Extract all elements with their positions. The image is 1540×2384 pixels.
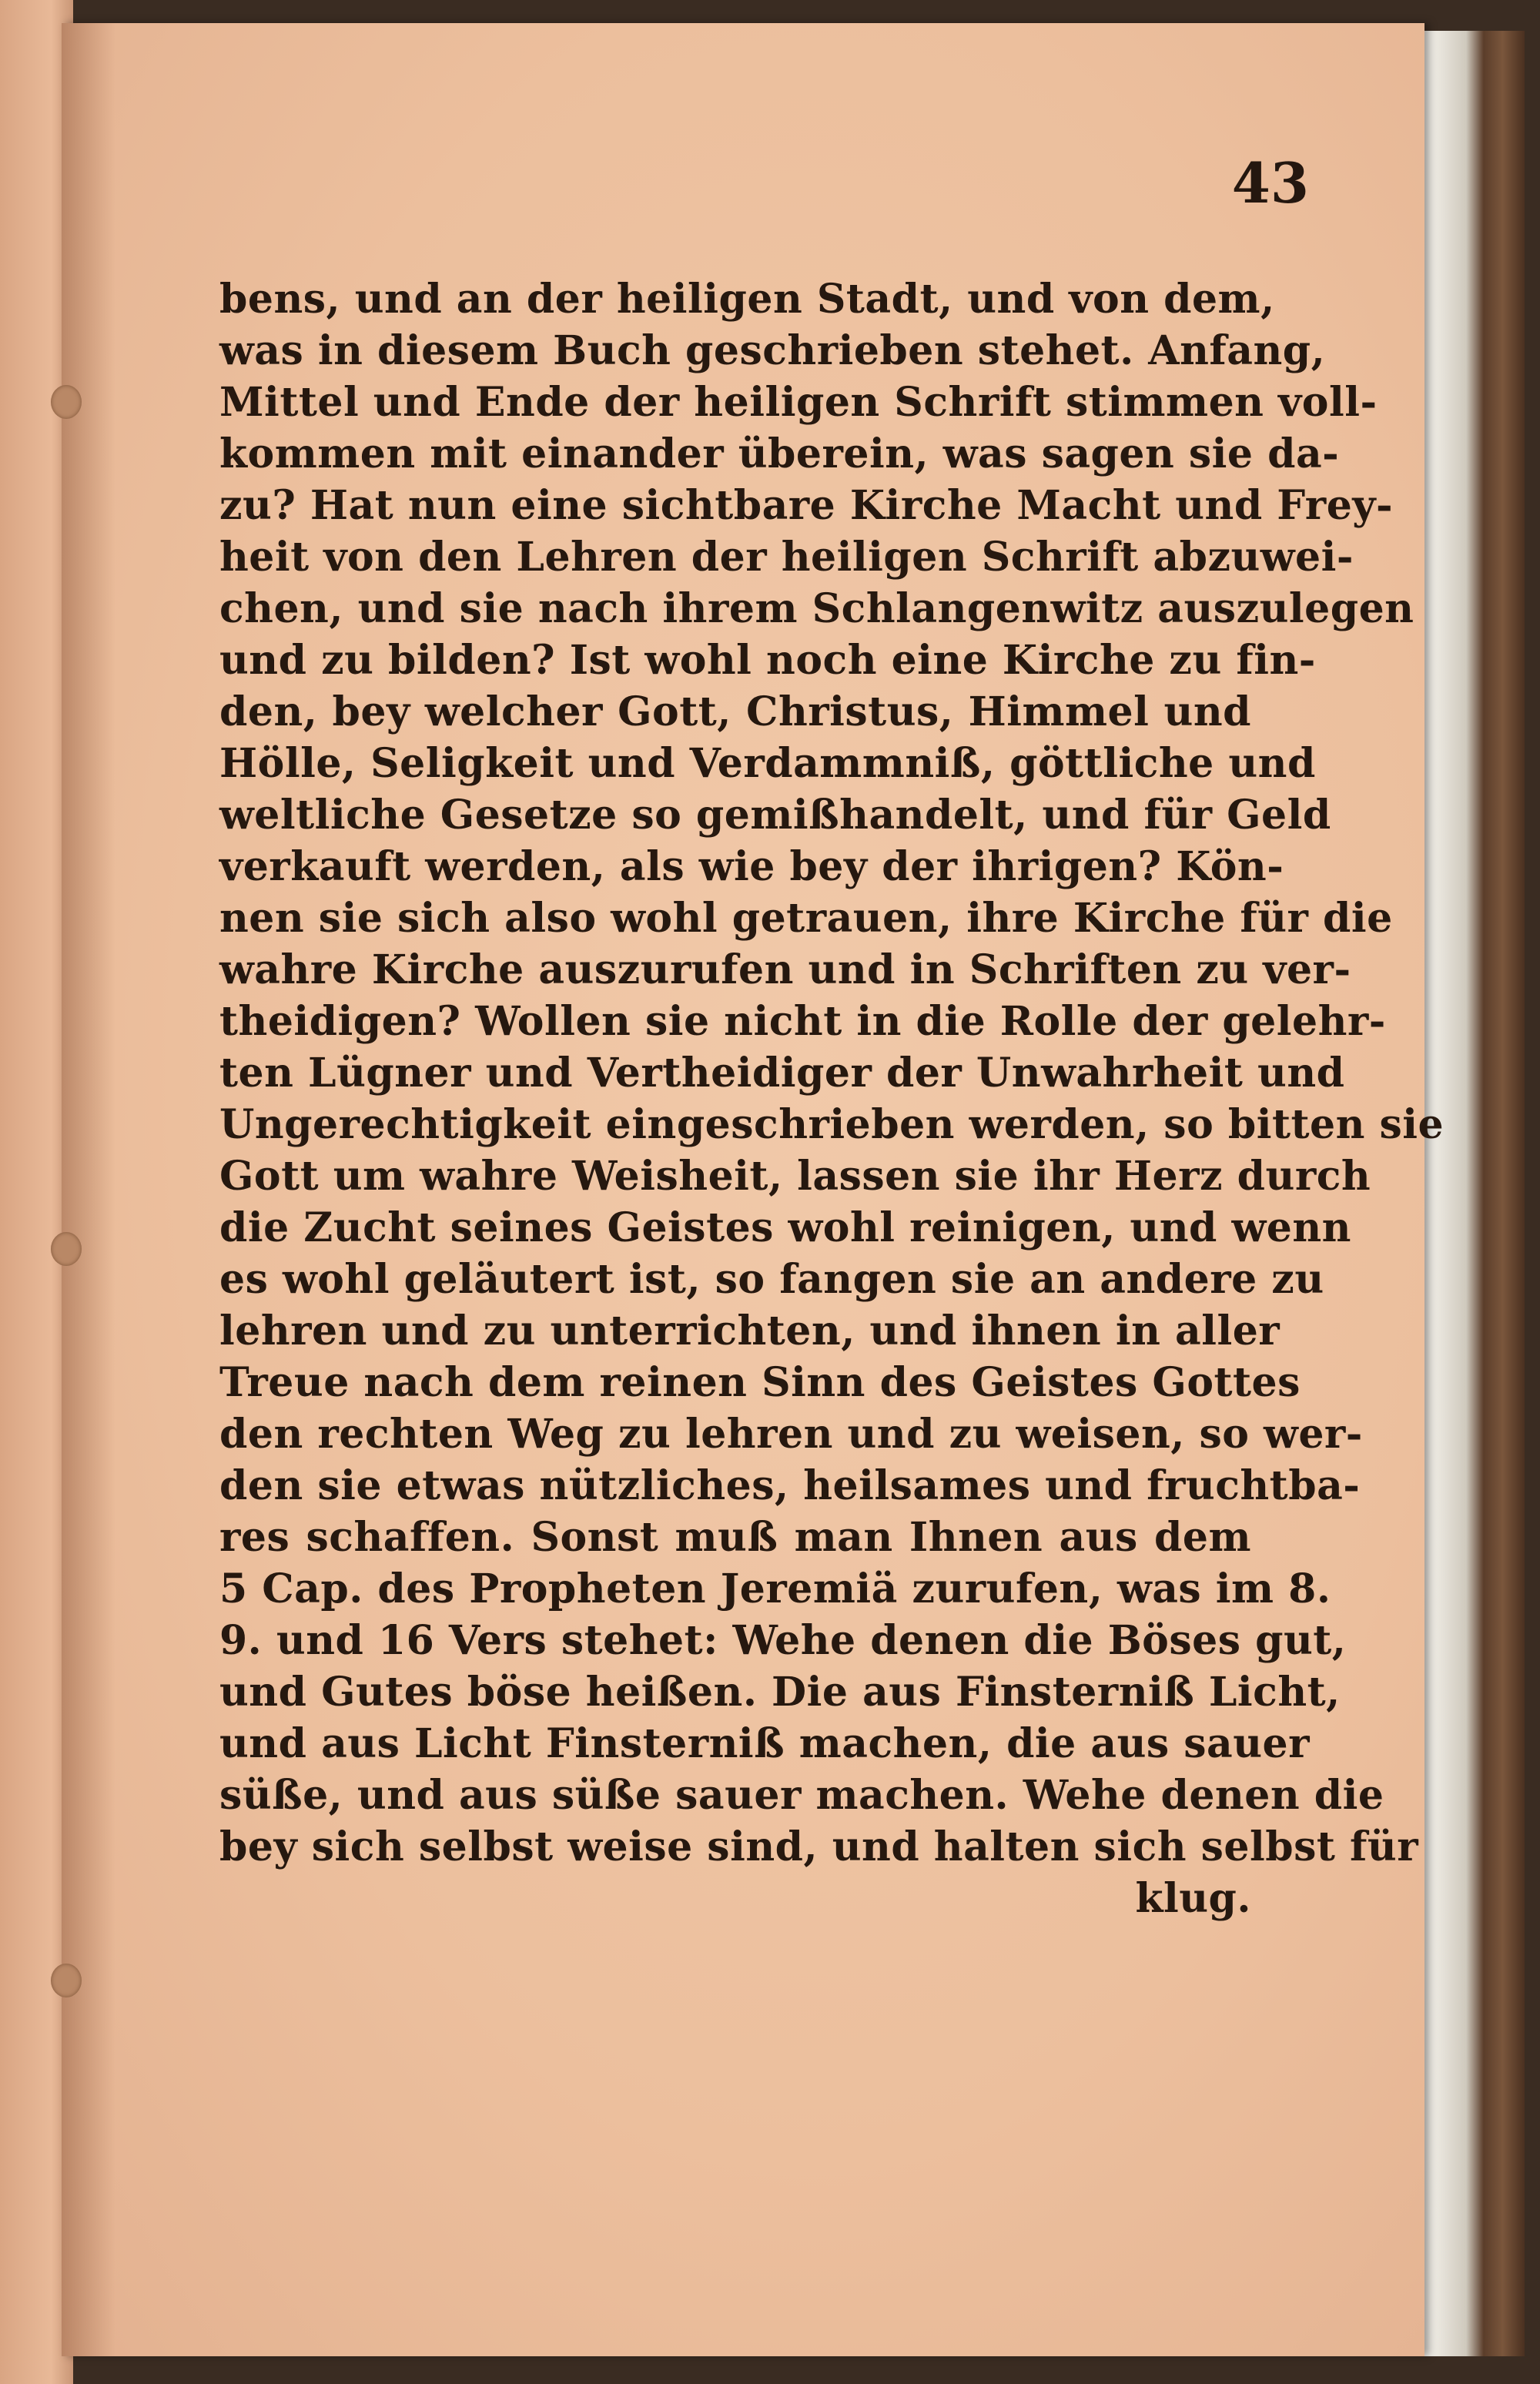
text-line: was in diesem Buch geschrieben stehet. Anfang, [219, 327, 1326, 374]
text-line: Hölle, Seligkeit und Verdammniß, göttliche und [219, 740, 1316, 787]
text-line: Mittel und Ende der heiligen Schrift stimmen voll- [219, 379, 1378, 426]
text-line: 5 Cap. des Propheten Jeremiä zurufen, was im 8. [219, 1565, 1331, 1612]
text-line: nen sie sich also wohl getrauen, ihre Kirche für die [219, 895, 1393, 942]
text-line: lehren und zu unterrichten, und ihnen in aller [219, 1308, 1281, 1354]
book-page [62, 23, 1445, 2356]
text-line: klug. [1135, 1875, 1251, 1922]
binding-hole [51, 1964, 82, 1997]
binding-hole [51, 385, 82, 419]
text-line: kommen mit einander überein, was sagen sie da- [219, 430, 1340, 477]
text-line: res schaffen. Sonst muß man Ihnen aus dem [219, 1514, 1251, 1561]
text-line: die Zucht seines Geistes wohl reinigen, und wenn [219, 1204, 1351, 1251]
text-line: heit von den Lehren der heiligen Schrift abzuwei- [219, 534, 1354, 581]
text-line: 9. und 16 Vers stehet: Wehe denen die Böses gut, [219, 1617, 1347, 1664]
text-line: weltliche Gesetze so gemißhandelt, und für Geld [219, 792, 1331, 839]
text-line: wahre Kirche auszurufen und in Schriften zu ver- [219, 946, 1351, 993]
page-number: 43 [1231, 150, 1309, 216]
body-text [219, 273, 1445, 1924]
text-line: ten Lügner und Vertheidiger der Unwahrheit und [219, 1050, 1345, 1097]
text-line: Treue nach dem reinen Sinn des Geistes Gottes [219, 1359, 1301, 1406]
text-line: zu? Hat nun eine sichtbare Kirche Macht und Frey- [219, 482, 1394, 529]
binding-hole [51, 1232, 82, 1266]
text-line: und aus Licht Finsterniß machen, die aus sauer [219, 1720, 1311, 1767]
text-line: den sie etwas nützliches, heilsames und fruchtba- [219, 1462, 1361, 1509]
text-line: es wohl geläutert ist, so fangen sie an andere zu [219, 1256, 1324, 1303]
text-line: und Gutes böse heißen. Die aus Finsterniß Licht, [219, 1669, 1341, 1716]
text-line: bey sich selbst weise sind, und halten sich selbst für [219, 1823, 1419, 1870]
text-line: Gott um wahre Weisheit, lassen sie ihr Herz durch [219, 1153, 1371, 1200]
text-line: den rechten Weg zu lehren und zu weisen, so wer- [219, 1411, 1363, 1458]
text-line: chen, und sie nach ihrem Schlangenwitz auszulegen [219, 585, 1414, 632]
page-gutter-shadow [62, 23, 116, 2356]
text-line: und zu bilden? Ist wohl noch eine Kirche zu fin- [219, 637, 1316, 684]
text-line: theidigen? Wollen sie nicht in die Rolle der gelehr- [219, 998, 1386, 1045]
text-line: verkauft werden, als wie bey der ihrigen? Kön- [219, 843, 1284, 890]
text-line: bens, und an der heiligen Stadt, und von dem, [219, 276, 1275, 323]
text-line: Ungerechtigkeit eingeschrieben werden, so bitten sie [219, 1101, 1445, 1148]
text-line: den, bey welcher Gott, Christus, Himmel und [219, 688, 1251, 735]
text-line: süße, und aus süße sauer machen. Wehe denen die [219, 1772, 1384, 1819]
